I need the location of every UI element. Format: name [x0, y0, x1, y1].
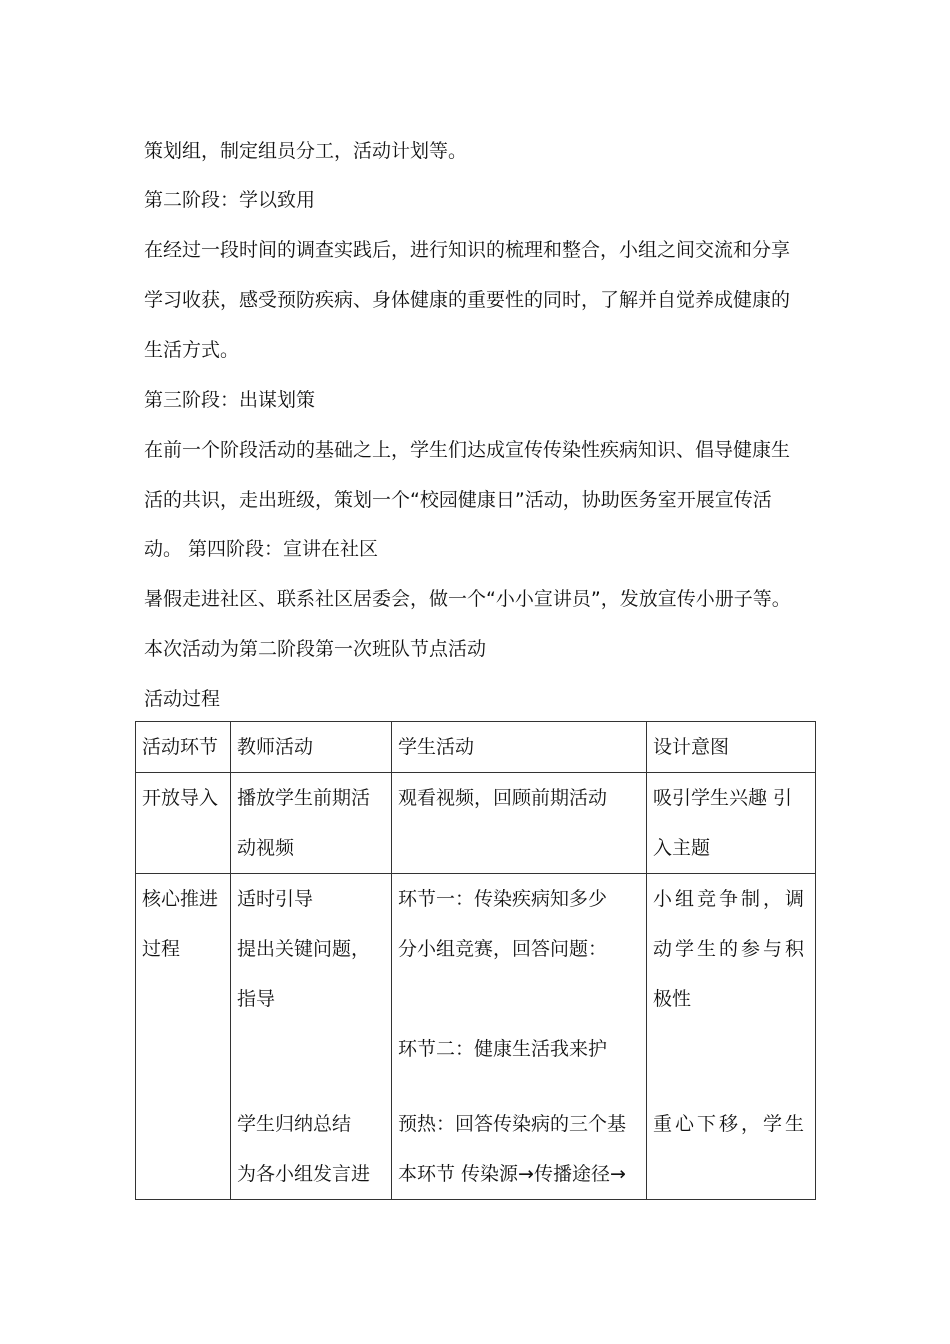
cell-text: 分小组竞赛，回答问题：	[398, 938, 608, 960]
table-header-row	[136, 722, 816, 773]
cell-text: 小组竞争制，调	[653, 888, 808, 910]
table-cell	[231, 773, 392, 874]
cell-text: 过程	[142, 938, 181, 960]
paragraph-line: 暑假走进社区、联系社区居委会，做一个“小小宣讲员”，发放宣传小册子等。	[144, 588, 791, 610]
cell-text: 开放导入	[142, 787, 219, 809]
process-heading: 活动过程	[144, 688, 221, 710]
cell-text: 入主题	[653, 837, 711, 859]
cell-text: 环节二：健康生活我来护	[398, 1038, 608, 1060]
cell-text: 动学生的参与积	[653, 938, 808, 960]
paragraph-line: 在经过一段时间的调查实践后，进行知识的梳理和整合，小组之间交流和分享	[144, 239, 791, 261]
paragraph-line: 策划组，制定组员分工，活动计划等。	[144, 140, 468, 162]
table-row	[136, 874, 816, 1200]
header-cell: 教师活动	[231, 722, 392, 773]
header-cell: 活动环节	[136, 722, 231, 773]
cell-text: 播放学生前期活	[237, 787, 371, 809]
cell-text: 动视频	[237, 837, 295, 859]
cell-text: 极性	[653, 988, 692, 1010]
cell-text: 观看视频，回顾前期活动	[398, 787, 608, 809]
table-cell	[647, 773, 816, 874]
activity-table	[135, 721, 816, 1200]
cell-text: 适时引导	[237, 888, 314, 910]
header-cell: 设计意图	[647, 722, 816, 773]
stage-2-heading: 第二阶段：学以致用	[144, 189, 316, 211]
spacer	[237, 1024, 385, 1074]
spacer	[653, 1074, 809, 1099]
table-row	[136, 773, 816, 874]
cell-text: 吸引学生兴趣 引	[653, 787, 793, 809]
table-cell	[136, 773, 231, 874]
table-cell	[136, 874, 231, 1200]
spacer	[398, 1074, 640, 1099]
table-cell	[392, 874, 647, 1200]
spacer	[653, 1024, 809, 1074]
cell-text: 学生归纳总结	[237, 1113, 352, 1135]
table-cell	[647, 874, 816, 1200]
paragraph-line: 在前一个阶段活动的基础之上，学生们达成宣传传染性疾病知识、倡导健康生	[144, 439, 791, 461]
spacer	[237, 1074, 385, 1099]
cell-text: 重心下移，学生	[653, 1113, 808, 1135]
paragraph-line: 动。 第四阶段：宣讲在社区	[144, 538, 379, 560]
cell-text: 核心推进	[142, 888, 219, 910]
header-cell: 学生活动	[392, 722, 647, 773]
table-cell	[231, 874, 392, 1200]
paragraph-line: 活的共识，走出班级，策划一个“校园健康日”活动，协助医务室开展宣传活	[144, 489, 772, 511]
cell-text: 提出关键问题，	[237, 938, 371, 960]
cell-text: 指导	[237, 988, 276, 1010]
spacer	[398, 974, 640, 1024]
paragraph-line: 学习收获，感受预防疾病、身体健康的重要性的同时，了解并自觉养成健康的	[144, 289, 791, 311]
cell-text: 预热：回答传染病的三个基	[398, 1113, 627, 1135]
cell-text: 为各小组发言进	[237, 1163, 371, 1185]
table-cell	[392, 773, 647, 874]
activity-note: 本次活动为第二阶段第一次班队节点活动	[144, 638, 487, 660]
cell-text: 环节一：传染疾病知多少	[398, 888, 608, 910]
paragraph-line: 生活方式。	[144, 339, 240, 361]
stage-3-heading: 第三阶段：出谋划策	[144, 389, 316, 411]
cell-text: 本环节 传染源→传播途径→	[398, 1163, 626, 1185]
